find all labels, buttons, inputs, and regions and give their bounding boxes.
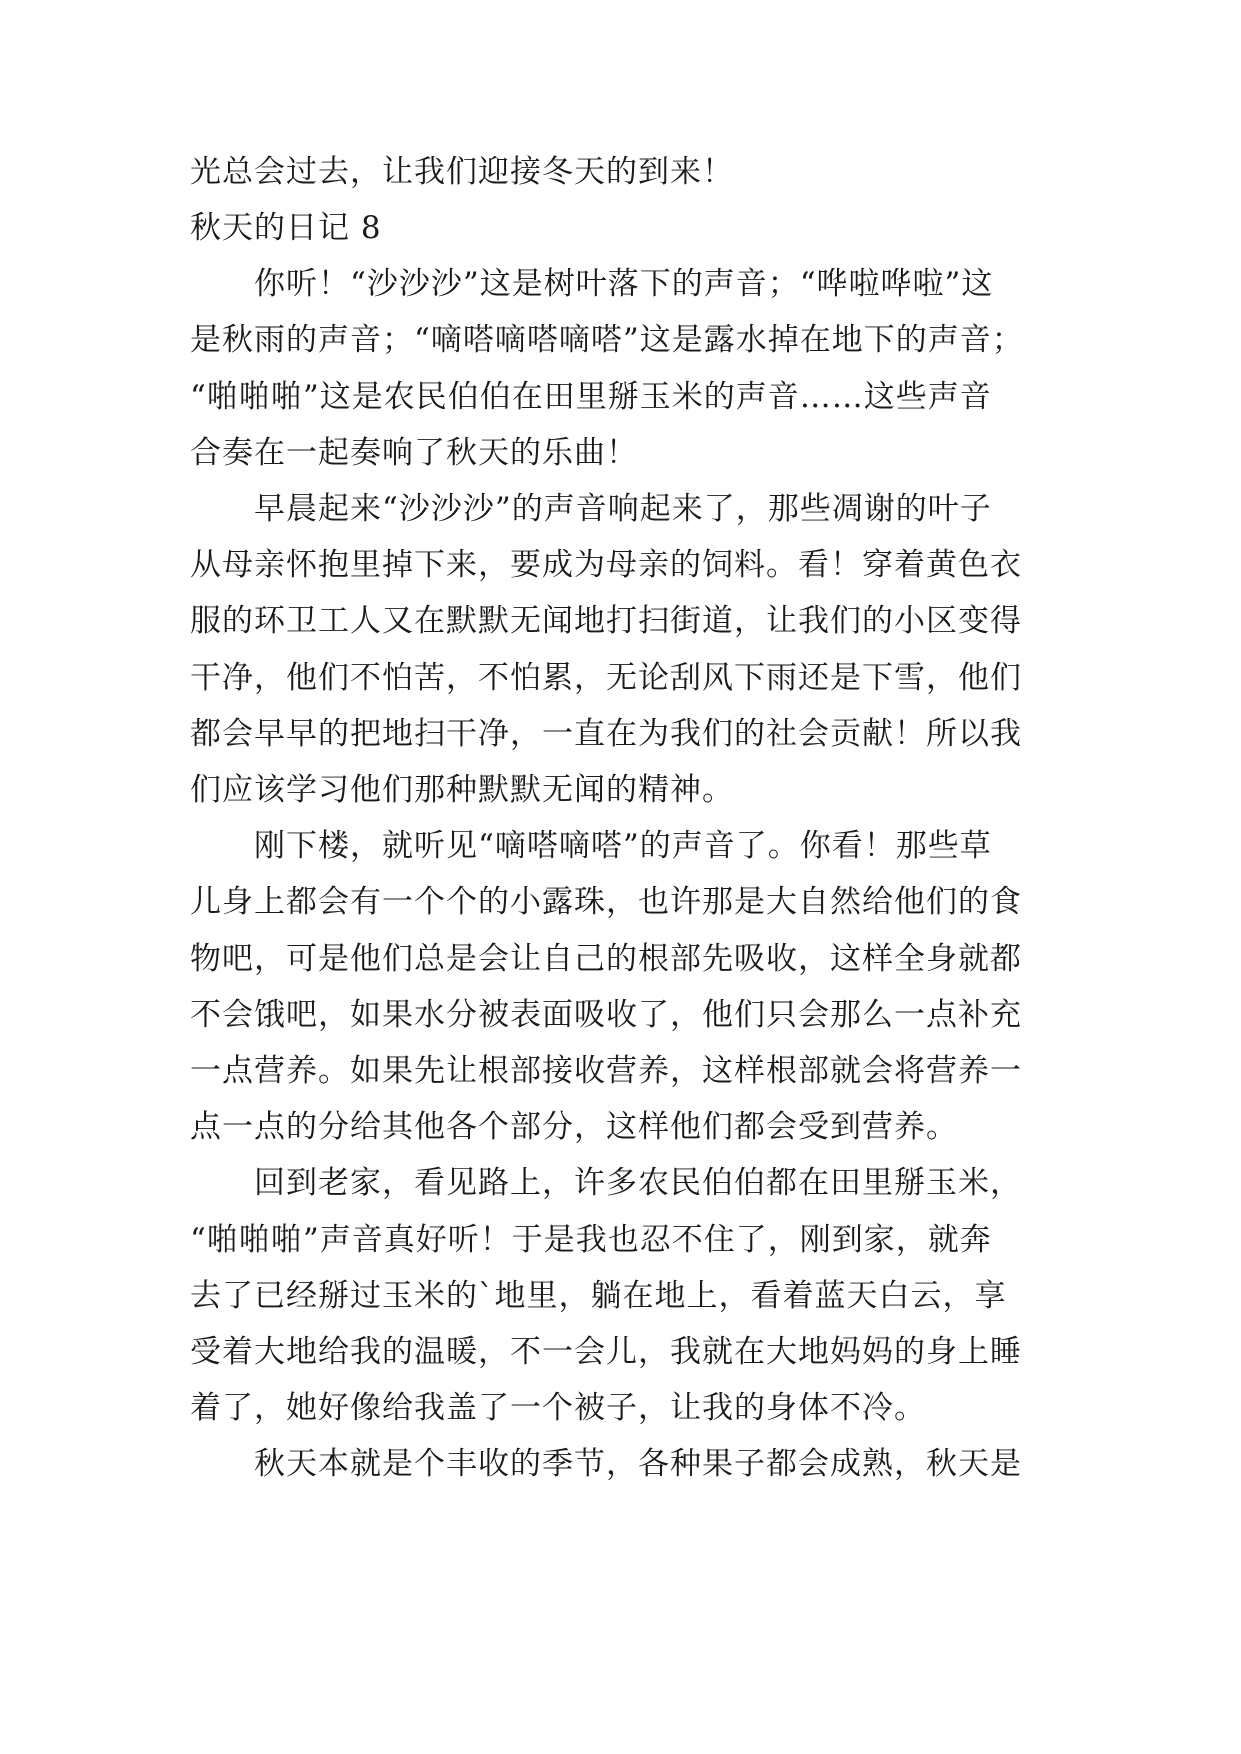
text-line: 受着大地给我的温暖，不一会儿，我就在大地妈妈的身上睡 bbox=[190, 1334, 1022, 1370]
text-line: 刚下楼，就听见“嘀嗒嘀嗒”的声音了。你看！那些草 bbox=[254, 828, 992, 864]
text-line: 干净，他们不怕苦，不怕累，无论刮风下雨还是下雪，他们 bbox=[190, 660, 1022, 696]
text-line: 从母亲怀抱里掉下来，要成为母亲的饲料。看！穿着黄色衣 bbox=[190, 547, 1022, 583]
text-line: 不会饿吧，如果水分被表面吸收了，他们只会那么一点补充 bbox=[190, 997, 1022, 1033]
text-line: 去了已经掰过玉米的`地里，躺在地上，看着蓝天白云，享 bbox=[190, 1278, 1007, 1314]
text-line: 早晨起来“沙沙沙”的声音响起来了，那些凋谢的叶子 bbox=[254, 491, 992, 527]
text-line: 合奏在一起奏响了秋天的乐曲！ bbox=[190, 435, 638, 471]
text-line: 物吧，可是他们总是会让自己的根部先吸收，这样全身就都 bbox=[190, 941, 1022, 977]
text-line: 秋天本就是个丰收的季节，各种果子都会成熟，秋天是 bbox=[254, 1446, 1022, 1482]
section-heading: 秋天的日记 8 bbox=[190, 210, 382, 246]
text-line: “啪啪啪”声音真好听！于是我也忍不住了，刚到家，就奔 bbox=[190, 1222, 992, 1258]
text-line: “啪啪啪”这是农民伯伯在田里掰玉米的声音……这些声音 bbox=[190, 379, 992, 415]
text-line: 一点营养。如果先让根部接收营养，这样根部就会将营养一 bbox=[190, 1053, 1022, 1089]
text-line: 着了，她好像给我盖了一个被子，让我的身体不冷。 bbox=[190, 1390, 926, 1426]
text-line: 你听！“沙沙沙”这是树叶落下的声音；“哗啦哗啦”这 bbox=[254, 266, 994, 302]
text-line: 们应该学习他们那种默默无闻的精神。 bbox=[190, 772, 734, 808]
text-line: 光总会过去，让我们迎接冬天的到来！ bbox=[190, 154, 734, 190]
text-line: 点一点的分给其他各个部分，这样他们都会受到营养。 bbox=[190, 1109, 958, 1145]
text-line: 是秋雨的声音；“嘀嗒嘀嗒嘀嗒”这是露水掉在地下的声音； bbox=[190, 322, 1024, 358]
text-line: 服的环卫工人又在默默无闻地打扫街道，让我们的小区变得 bbox=[190, 603, 1022, 639]
text-line: 儿身上都会有一个个的小露珠，也许那是大自然给他们的食 bbox=[190, 884, 1022, 920]
text-line: 都会早早的把地扫干净，一直在为我们的社会贡献！所以我 bbox=[190, 716, 1022, 752]
text-line: 回到老家，看见路上，许多农民伯伯都在田里掰玉米， bbox=[254, 1165, 1022, 1201]
